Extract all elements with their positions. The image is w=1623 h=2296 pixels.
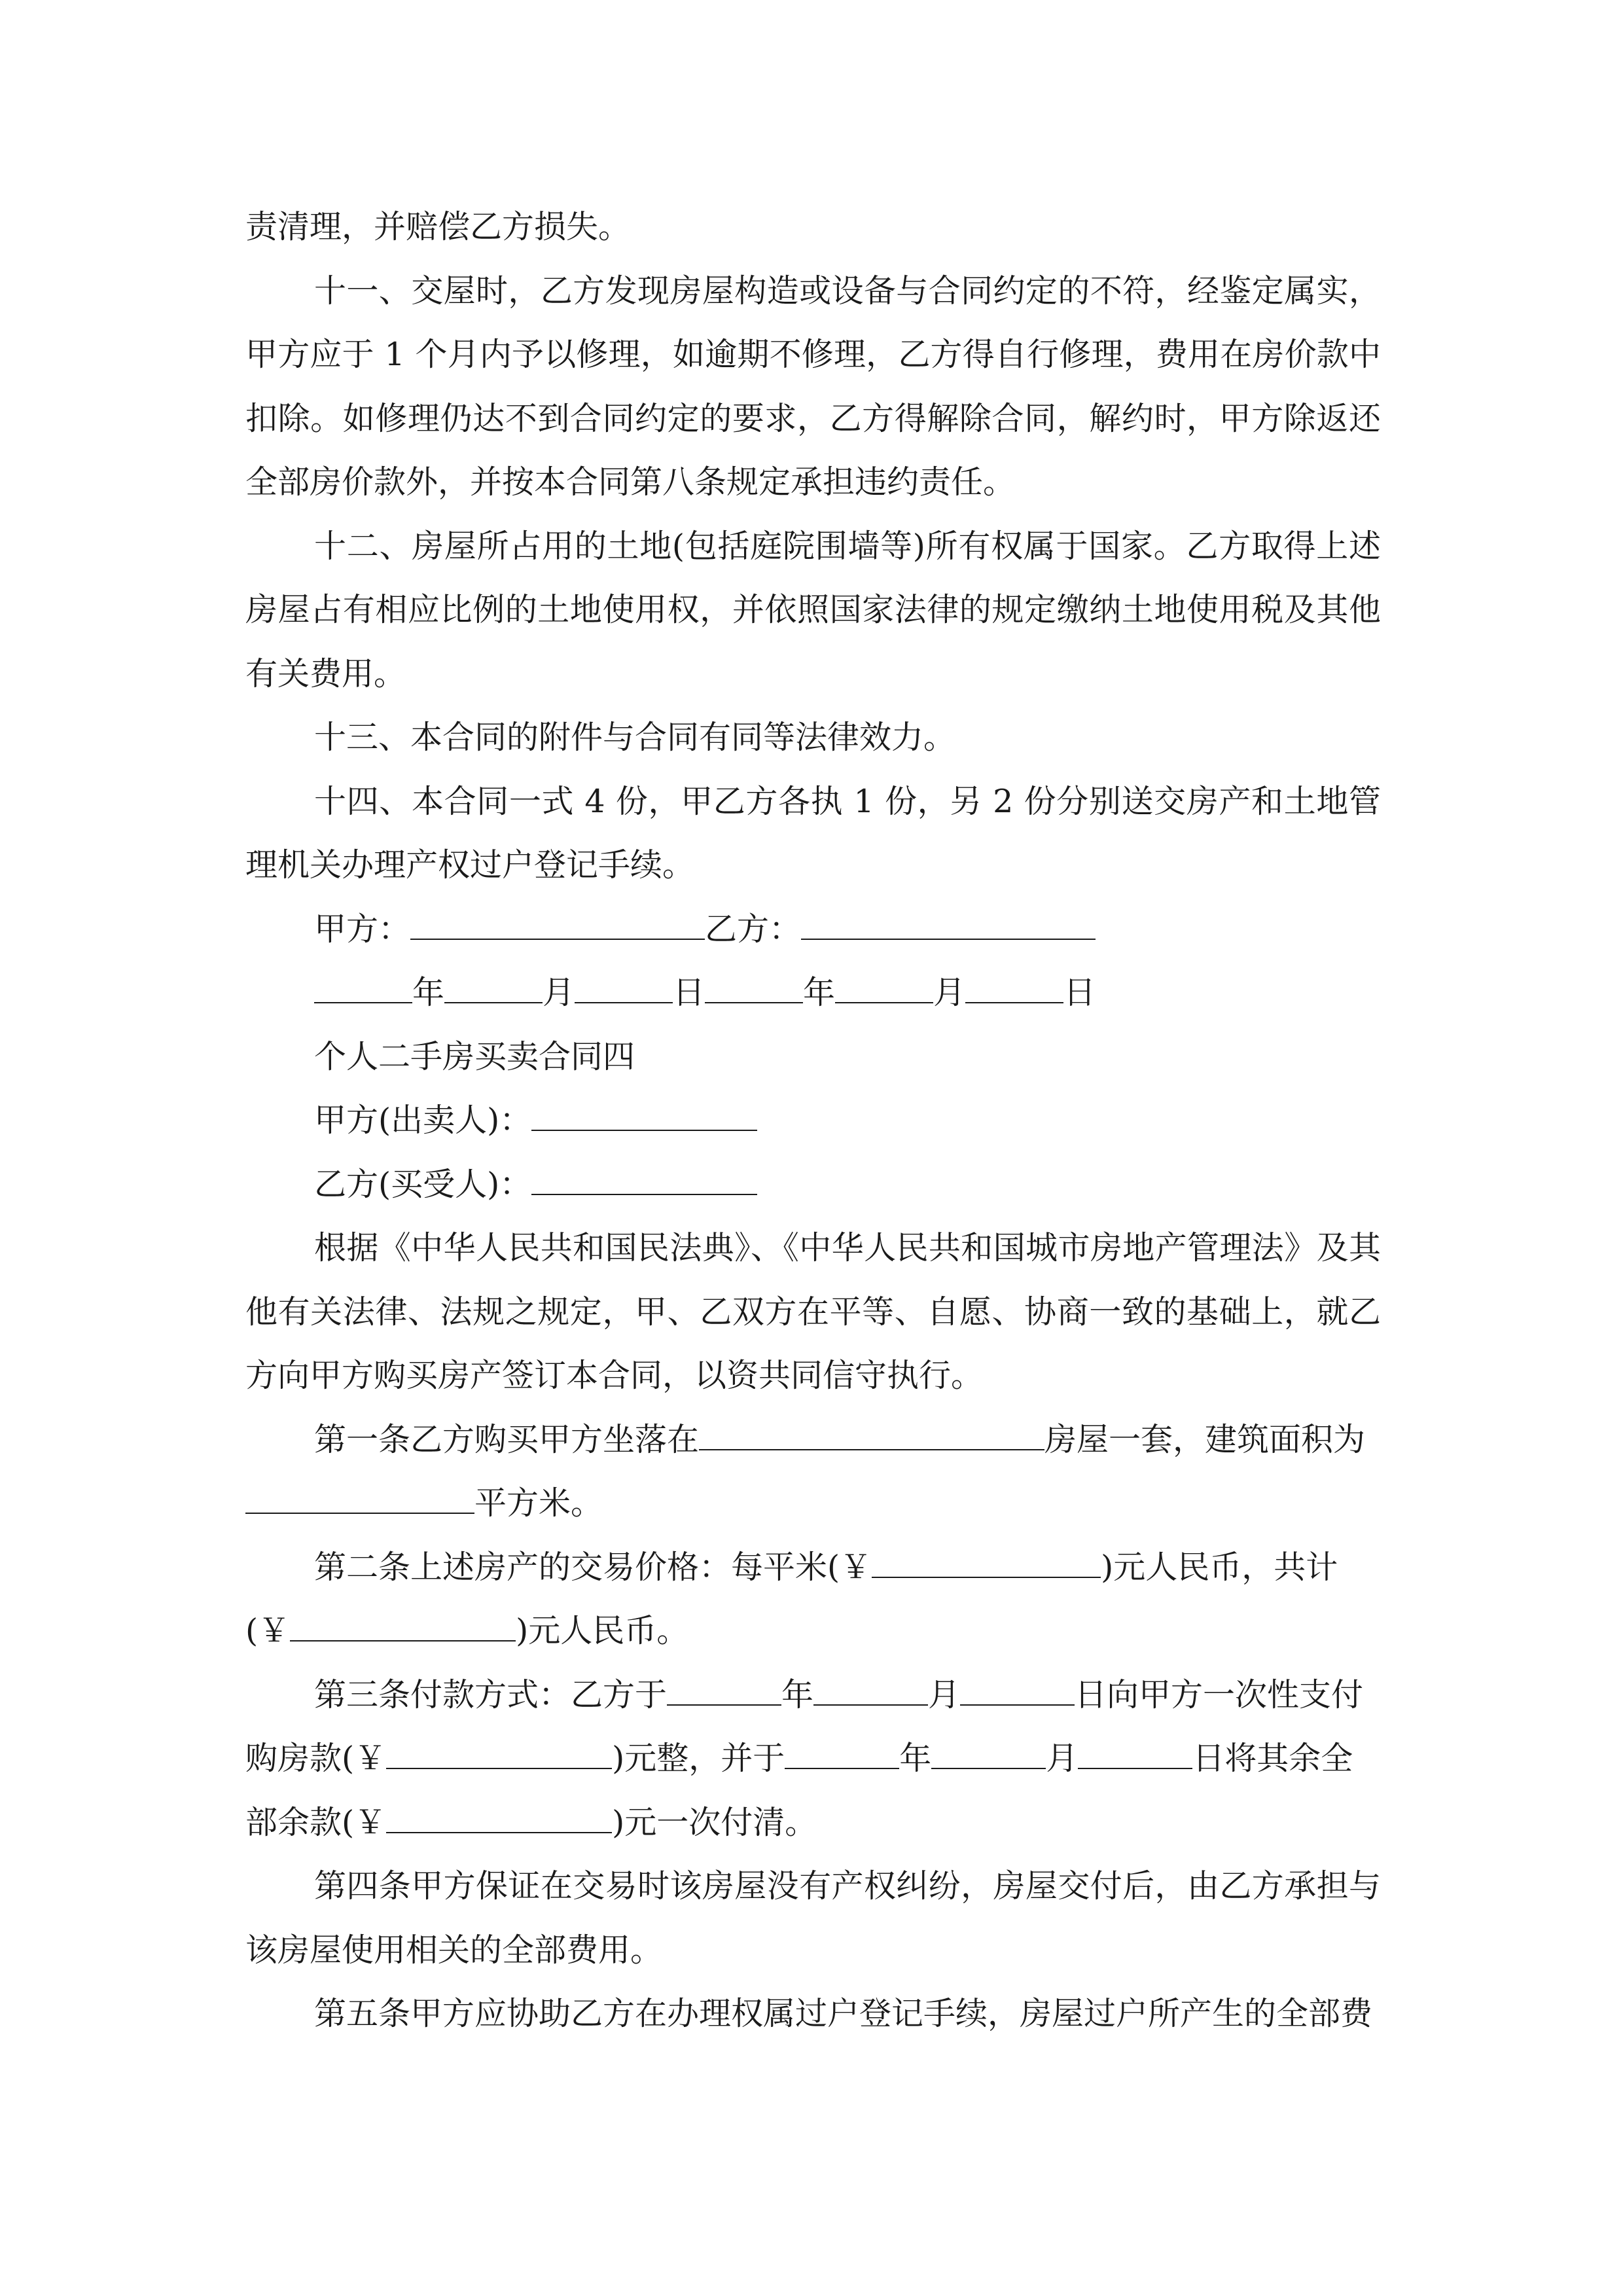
down-payment-blank (386, 1742, 612, 1769)
paragraph-clause-14: 十四、本合同一式 4 份，甲乙方各执 1 份，另 2 份分别送交房产和土地管理机关办理产权过户登记手续。 (245, 782, 1381, 884)
balance-blank (386, 1806, 612, 1833)
article-3-line-1 (245, 1663, 1381, 1727)
article-2-text: (￥ (245, 1612, 291, 1649)
article-2-text: )元人民币。 (516, 1612, 689, 1649)
year-label: 年 (412, 974, 445, 1011)
article-3-line-2 (245, 1727, 1381, 1791)
unit-price-blank (872, 1551, 1101, 1578)
article-3-text: 第三条付款方式：乙方于 (314, 1676, 668, 1713)
year-label: 年 (899, 1740, 932, 1777)
article-3-text: )元整，并于 (612, 1740, 785, 1777)
month-label: 月 (933, 974, 966, 1011)
article-1-line-1 (245, 1408, 1381, 1472)
contract-four-title: 个人二手房买卖合同四 (314, 1037, 635, 1075)
seller-label: 甲方(出卖人)： (314, 1102, 532, 1139)
article-3-line-3 (245, 1791, 1381, 1855)
article-3-text: 部余款(￥ (245, 1803, 387, 1841)
date-row (245, 961, 1381, 1025)
blank (1078, 1742, 1192, 1769)
article-3-text: 购房款(￥ (245, 1740, 387, 1777)
article-1-line-2 (245, 1471, 1381, 1535)
contract-page (245, 195, 1381, 2046)
paragraph-clause-13: 十三、本合同的附件与合同有同等法律效力。 (314, 719, 956, 756)
article-2-text: )元人民币，共计 (1101, 1548, 1338, 1586)
total-price-blank (290, 1614, 516, 1641)
article-3-text: 日向甲方一次性支付 (1075, 1676, 1364, 1713)
article-2-line-1 (245, 1535, 1381, 1600)
blank (960, 1678, 1075, 1706)
party-b-label: 乙方： (705, 910, 802, 948)
buyer-blank (531, 1168, 757, 1195)
party-b-signature-blank (801, 912, 1096, 940)
article-3-text: )元一次付清。 (612, 1803, 817, 1841)
article-1-text: 平方米。 (474, 1484, 603, 1522)
party-a-signature-blank (410, 912, 705, 940)
blank (444, 976, 543, 1003)
blank (965, 976, 1063, 1003)
blank (705, 976, 803, 1003)
paragraph-article-5: 第五条甲方应协助乙方在办理权属过户登记手续，房屋过户所产生的全部费 (314, 1995, 1373, 2032)
blank (931, 1742, 1046, 1769)
paragraph-clause-11: 十一、交屋时，乙方发现房屋构造或设备与合同约定的不符，经鉴定属实，甲方应于 1 个月内予以修理，如逾期不修理，乙方得自行修理，费用在房价款中扣除。如修理仍达不到合同约定的要求，乙方得解除合同，解约时，甲方除返还全部房价款外，并按本合同第八条规定承担违约责任。 (245, 272, 1381, 501)
seller-blank (531, 1103, 757, 1131)
blank (835, 976, 933, 1003)
paragraph-clause-12: 十二、房屋所占用的土地(包括庭院围墙等)所有权属于国家。乙方取得上述房屋占有相应比例的土地使用权，并依照国家法律的规定缴纳土地使用税及其他有关费用。 (245, 527, 1381, 692)
paragraph-preamble: 根据《中华人民共和国民法典》、《中华人民共和国城市房地产管理法》及其他有关法律、法规之规定，甲、乙双方在平等、自愿、协商一致的基础上，就乙方向甲方购买房产签订本合同，以资共同信守执行。 (245, 1229, 1381, 1394)
month-label: 月 (928, 1676, 961, 1713)
blank (785, 1742, 899, 1769)
day-label: 日 (673, 974, 705, 1011)
month-label: 月 (1046, 1740, 1079, 1777)
seller-row (245, 1088, 1381, 1153)
party-a-label: 甲方： (314, 910, 411, 948)
article-2-line-2 (245, 1599, 1381, 1663)
year-label: 年 (803, 974, 836, 1011)
article-3-text: 日将其余全 (1192, 1740, 1353, 1777)
blank (575, 976, 673, 1003)
article-1-text: 房屋一套，建筑面积为 (1044, 1420, 1366, 1458)
day-label: 日 (1063, 974, 1096, 1011)
paragraph-article-4: 第四条甲方保证在交易时该房屋没有产权纠纷，房屋交付后，由乙方承担与该房屋使用相关的全部费用。 (245, 1867, 1381, 1969)
blank (813, 1678, 928, 1706)
buyer-row (245, 1153, 1381, 1217)
paragraph-clause-10-end: 责清理，并赔偿乙方损失。 (245, 208, 631, 245)
month-label: 月 (543, 974, 575, 1011)
location-blank (699, 1423, 1044, 1450)
blank (314, 976, 412, 1003)
signature-row (245, 897, 1381, 961)
area-blank (245, 1486, 474, 1514)
article-2-text: 第二条上述房产的交易价格：每平米(￥ (314, 1548, 872, 1586)
buyer-label: 乙方(买受人)： (314, 1165, 532, 1203)
year-label: 年 (781, 1676, 814, 1713)
blank (667, 1678, 781, 1706)
article-1-text: 第一条乙方购买甲方坐落在 (314, 1420, 700, 1458)
